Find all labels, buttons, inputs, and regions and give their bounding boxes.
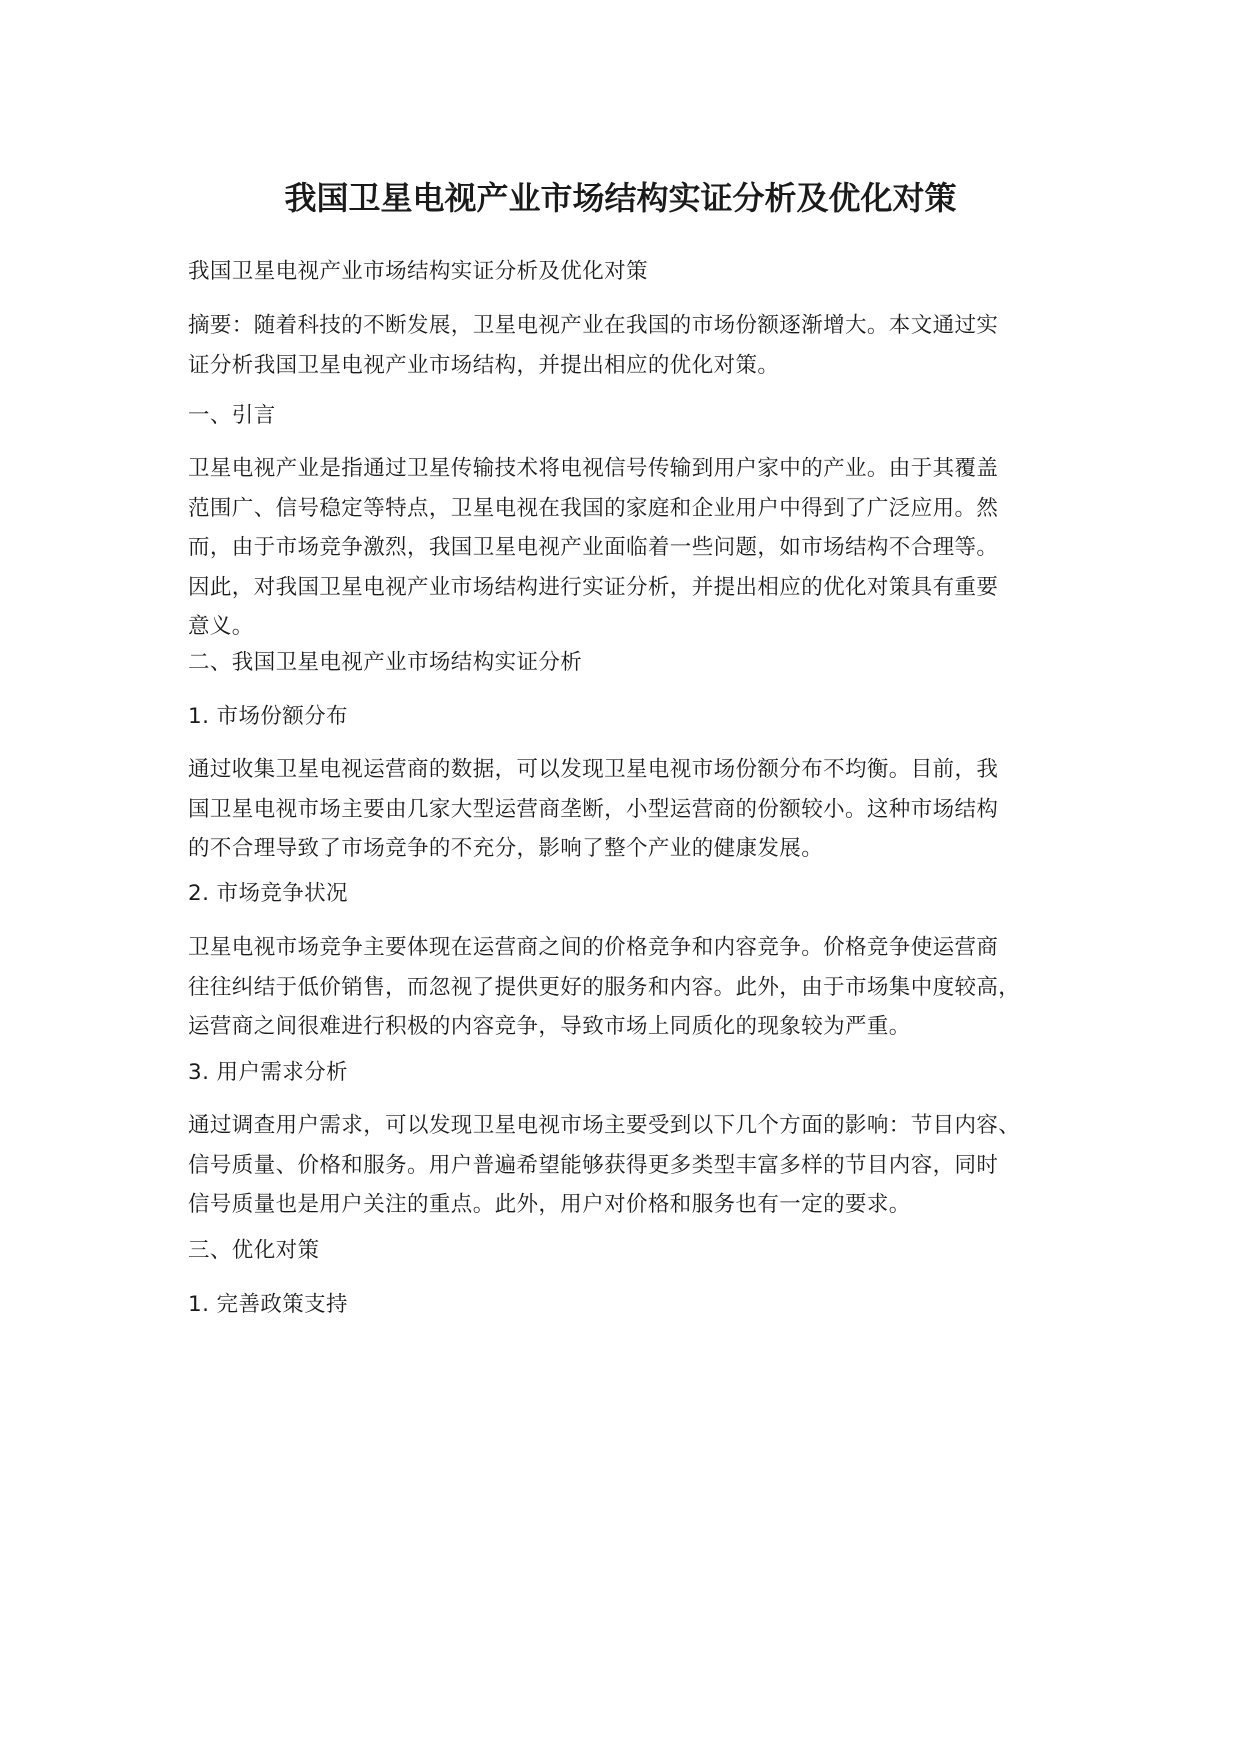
section-heading-introduction: 一、引言: [188, 403, 276, 428]
section-heading-optimization: 三、优化对策: [188, 1238, 320, 1263]
abstract-paragraph: 摘要：随着科技的不断发展，卫星电视产业在我国的市场份额逐渐增大。本文通过实 证分析我国卫星电视产业市场结构，并提出相应的优化对策。: [188, 313, 999, 378]
user-demand-paragraph: 通过调查用户需求，可以发现卫星电视市场主要受到以下几个方面的影响：节目内容、 信号质量、价格和服务。用户普遍希望能够获得更多类型丰富多样的节目内容，同时 信号质量也是用户关注的重点。此外，用户对价格和服务也有一定的要求。: [188, 1113, 1021, 1217]
introduction-paragraph: 卫星电视产业是指通过卫星传输技术将电视信号传输到用户家中的产业。由于其覆盖 范围广、信号稳定等特点，卫星电视在我国的家庭和企业用户中得到了广泛应用。然 而，由于市场竞争激烈，我国卫星电视产业面临着一些问题，如市场结构不合理等。 因此，对我国卫星电视产业市场结构进行实证分析，并提出相应的优化对策具有重要 意义。: [188, 456, 999, 639]
subheading-policy-support: 1. 完善政策支持: [188, 1292, 348, 1317]
section-heading-analysis: 二、我国卫星电视产业市场结构实证分析: [188, 650, 583, 675]
subheading-market-share: 1. 市场份额分布: [188, 704, 348, 729]
market-share-paragraph: 通过收集卫星电视运营商的数据，可以发现卫星电视市场份额分布不均衡。目前，我 国卫星电视市场主要由几家大型运营商垄断，小型运营商的份额较小。这种市场结构 的不合理导致了市场竞争的不充分，影响了整个产业的健康发展。: [188, 757, 999, 861]
competition-paragraph: 卫星电视市场竞争主要体现在运营商之间的价格竞争和内容竞争。价格竞争使运营商 往往纠结于低价销售，而忽视了提供更好的服务和内容。此外，由于市场集中度较高， 运营商之间很难进行积极的内容竞争，导致市场上同质化的现象较为严重。: [188, 935, 1021, 1039]
subheading-competition: 2. 市场竞争状况: [188, 881, 348, 906]
document-subtitle: 我国卫星电视产业市场结构实证分析及优化对策: [188, 259, 648, 284]
document-title: 我国卫星电视产业市场结构实证分析及优化对策: [284, 179, 957, 217]
subheading-user-demand: 3. 用户需求分析: [188, 1060, 348, 1085]
